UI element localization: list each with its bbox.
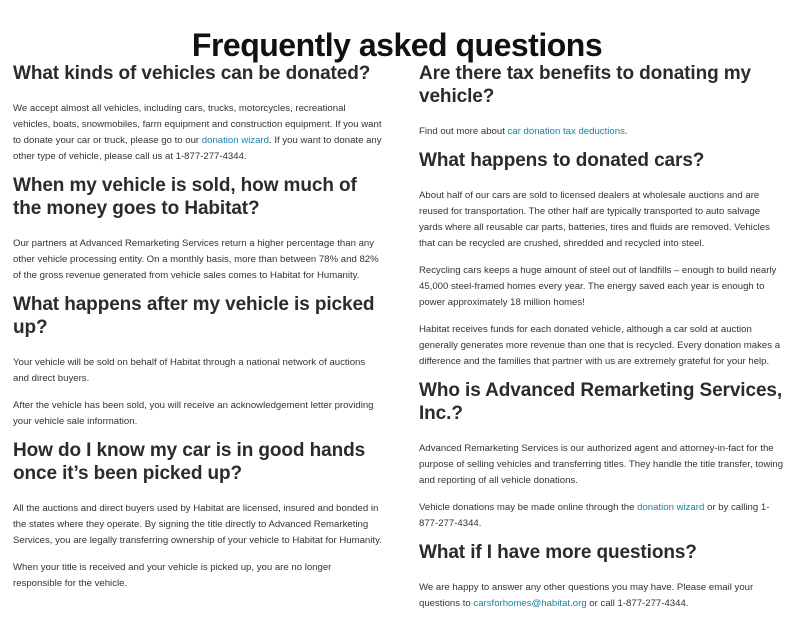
answer-text: Our partners at Advanced Remarketing Services return a higher percentage than any other vehicle processing entity. On a monthly basis, more than between 78% and 82% of the gross revenue generated from vehicle sales comes to Habitat for Humanity. <box>13 238 379 281</box>
faq-column-left <box>13 62 383 601</box>
answer-text: Find out more about <box>419 126 508 137</box>
answer-text: . <box>624 126 628 137</box>
donation-wizard-link[interactable]: donation wizard <box>201 135 269 146</box>
answer-text: All the auctions and direct buyers used by Habitat are licensed, insured and bonded in the states where they operate. By signing the title directly to Advanced Remarketing Services, you are legally transferring ownership of your vehicle to Habitat for Humanity. <box>13 503 382 546</box>
carsforhomes-habitat-org-link[interactable]: carsforhomes@habitat.org <box>473 598 587 609</box>
faq-question: How do I know my car is in good hands once it’s been picked up? <box>13 440 366 484</box>
faq-answer-paragraph <box>419 263 785 311</box>
faq-answer-paragraph <box>419 441 785 489</box>
faq-question: Who is Advanced Remarketing Services, Inc.? <box>419 380 783 424</box>
answer-text: We accept almost all vehicles, including cars, trucks, motorcycles, recreational vehicles, boats, snowmobiles, farm equipment and construction equipment. If you want to donate your car or truck, please go to our <box>13 103 382 146</box>
faq-item <box>419 149 785 370</box>
faq-item <box>13 293 383 430</box>
faq-answer-paragraph <box>13 560 383 592</box>
answer-text: Your vehicle will be sold on behalf of Habitat through a national network of auctions and direct buyers. <box>13 357 366 384</box>
faq-item <box>419 379 785 532</box>
faq-item <box>13 174 383 284</box>
faq-answer-paragraph <box>13 501 383 549</box>
faq-answer-paragraph <box>13 236 383 284</box>
faq-question: What happens after my vehicle is picked up? <box>13 294 375 338</box>
answer-text: Recycling cars keeps a huge amount of steel out of landfills – enough to build nearly 45,000 steel-framed homes every year. The energy saved each year is enough to power approximately 18 million homes! <box>419 265 777 308</box>
faq-item <box>419 62 785 140</box>
faq-question: What kinds of vehicles can be donated? <box>13 63 371 84</box>
faq-answer-paragraph <box>13 101 383 165</box>
faq-answer-paragraph <box>419 322 785 370</box>
faq-item <box>419 541 785 612</box>
faq-answer-paragraph <box>419 580 785 612</box>
answer-text: or by calling 1-877-277-4344. <box>419 502 770 529</box>
faq-answer-paragraph <box>13 398 383 430</box>
donation-wizard-link[interactable]: donation wizard <box>637 502 705 513</box>
faq-answer-paragraph <box>419 188 785 252</box>
answer-text: Advanced Remarketing Services is our authorized agent and attorney-in-fact for the purpose of selling vehicles and transferring titles. They handle the title transfer, towing and reporting of all vehicle donations. <box>419 443 784 486</box>
faq-answer-paragraph <box>419 500 785 532</box>
faq-question: What if I have more questions? <box>419 542 697 563</box>
faq-question: What happens to donated cars? <box>419 150 705 171</box>
faq-question: Are there tax benefits to donating my vehicle? <box>419 63 752 107</box>
answer-text: or call 1-877-277-4344. <box>586 598 689 609</box>
answer-text: When your title is received and your vehicle is picked up, you are no longer responsible for the vehicle. <box>13 562 332 589</box>
faq-item <box>13 439 383 592</box>
faq-answer-paragraph <box>419 124 785 140</box>
faq-answer-paragraph <box>13 355 383 387</box>
answer-text: We are happy to answer any other questions you may have. Please email your questions to <box>419 582 754 609</box>
car-donation-tax-deductions-link[interactable]: car donation tax deductions <box>507 126 625 137</box>
answer-text: Vehicle donations may be made online through the <box>419 502 638 513</box>
answer-text: After the vehicle has been sold, you will receive an acknowledgement letter providing your vehicle sale information. <box>13 400 374 427</box>
faq-column-right <box>419 62 785 621</box>
answer-text: Habitat receives funds for each donated vehicle, although a car sold at auction generally generates more revenue than one that is recycled. Every donation makes a difference and the families that partner with us are extremely grateful for your help. <box>419 324 781 367</box>
answer-text: About half of our cars are sold to licensed dealers at wholesale auctions and are reused for transportation. The other half are typically transported to auto salvage yards where all reusable car parts, batteries, tires and fluids are removed. Vehicles that can be recycled are crushed, shredded and recycled into steel. <box>419 190 770 249</box>
answer-text: . If you want to donate any other type of vehicle, please call us at 1-877-277-4344. <box>13 135 382 162</box>
faq-item <box>13 62 383 165</box>
page-title: Frequently asked questions <box>191 27 603 64</box>
faq-question: When my vehicle is sold, how much of the money goes to Habitat? <box>13 175 357 219</box>
